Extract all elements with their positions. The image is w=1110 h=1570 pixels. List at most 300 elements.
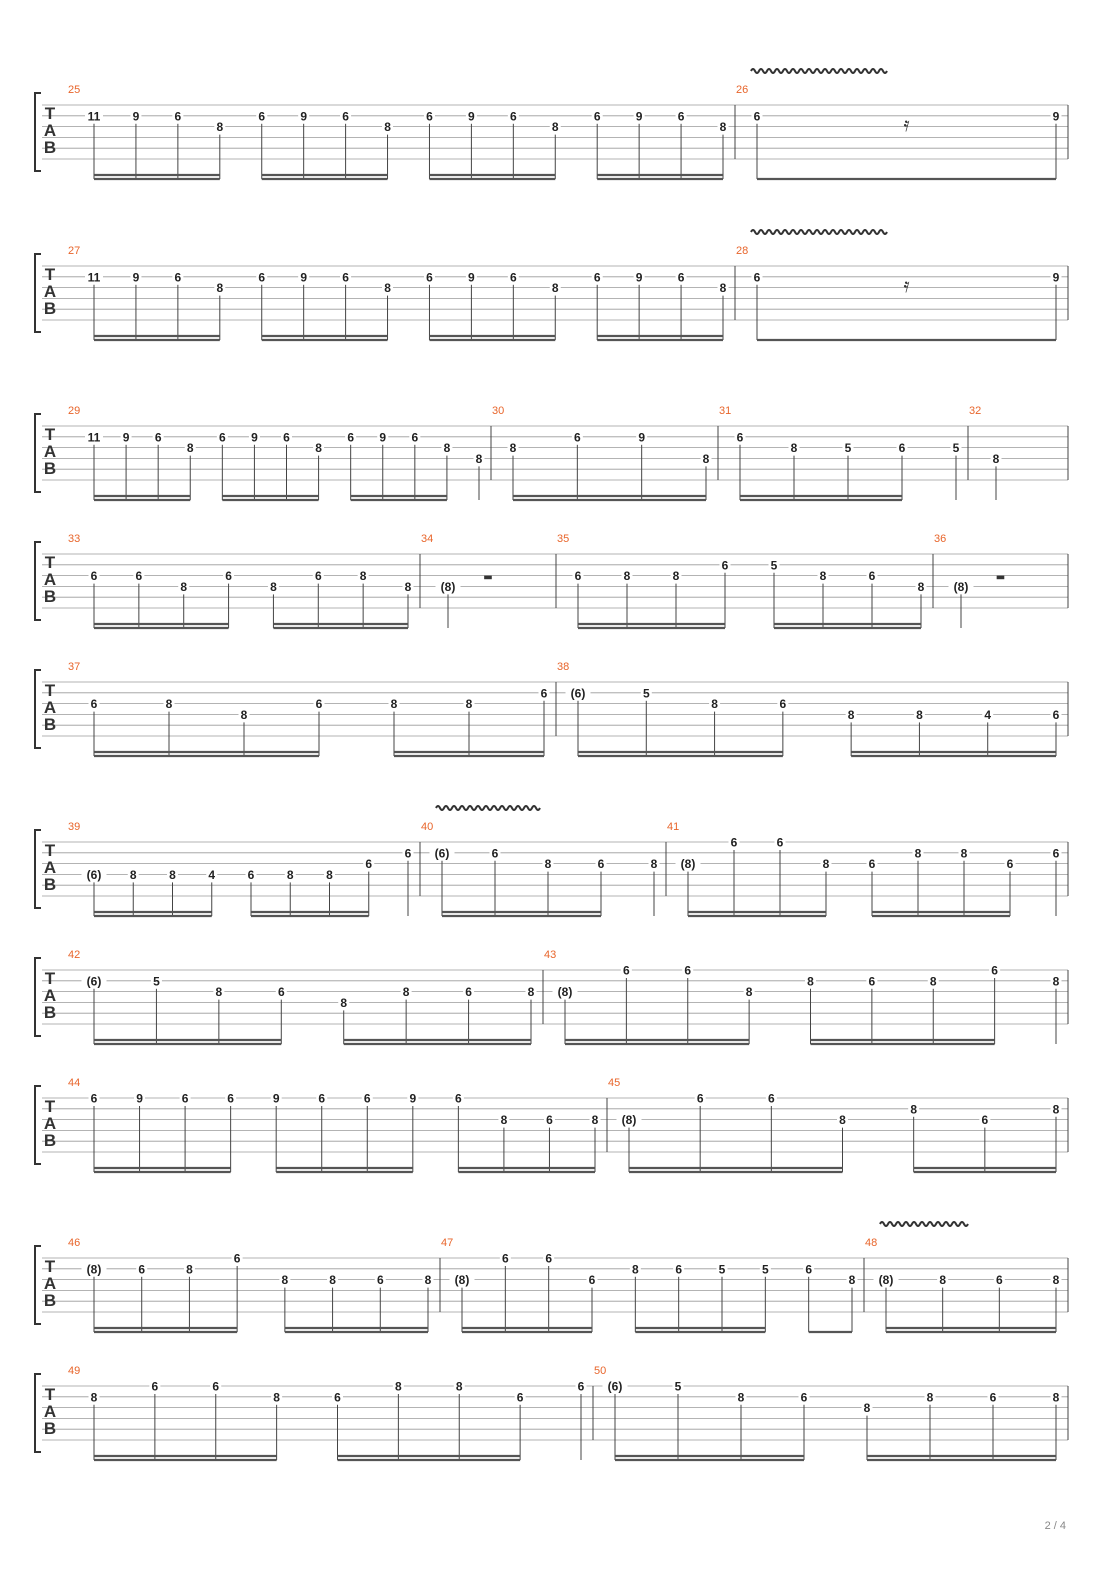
fret-number: 8 — [790, 441, 798, 456]
fret-number: 8 — [916, 707, 923, 722]
fret-number: 9 — [251, 430, 258, 445]
tab-clef-letter: B — [43, 875, 57, 894]
measure-number: 44 — [68, 1077, 81, 1089]
fret-number: 6 — [315, 697, 323, 712]
fret-number: 8 — [270, 579, 277, 594]
fret-number: 6 — [227, 1091, 234, 1106]
measure — [736, 69, 1068, 179]
fret-number: (8) — [680, 857, 696, 872]
fret-number: 6 — [151, 1379, 159, 1394]
measure-number: 39 — [68, 821, 81, 833]
fret-number: 6 — [509, 270, 517, 285]
system-bracket — [35, 830, 41, 908]
measure — [544, 949, 1068, 1044]
fret-number: 6 — [597, 857, 605, 872]
fret-number: 6 — [588, 1273, 596, 1288]
measure-number: 47 — [441, 1237, 454, 1249]
measure-number: 42 — [68, 949, 81, 961]
fret-number: 8 — [591, 1113, 599, 1128]
measure-number: 34 — [421, 533, 434, 545]
fret-number: 6 — [577, 1379, 585, 1394]
measure — [492, 405, 718, 500]
tab-system — [35, 806, 1068, 916]
tab-system — [35, 1365, 1068, 1460]
measure-number: 30 — [492, 405, 505, 417]
fret-number: 8 — [544, 857, 552, 872]
fret-number: 8 — [807, 974, 814, 989]
tab-clef-letter: B — [43, 1291, 57, 1310]
fret-number: 6 — [218, 430, 226, 445]
fret-number: 5 — [674, 1379, 682, 1394]
fret-number: 6 — [868, 569, 876, 584]
fret-number: 6 — [540, 686, 548, 701]
fret-number: 8 — [992, 451, 1000, 466]
fret-number: 8 — [215, 985, 223, 1000]
fret-number: 6 — [989, 1390, 997, 1405]
fret-number: 8 — [702, 451, 710, 466]
fret-number: 8 — [960, 846, 968, 861]
fret-number: 6 — [491, 846, 499, 861]
measure-number: 43 — [544, 949, 557, 961]
fret-number: 8 — [390, 697, 398, 712]
measure — [68, 661, 556, 756]
measure — [421, 806, 666, 916]
fret-number: 6 — [181, 1091, 189, 1106]
fret-number: 8 — [917, 579, 925, 594]
fret-number: 8 — [1052, 1102, 1060, 1117]
measure-number: 45 — [608, 1077, 621, 1089]
fret-number: 5 — [718, 1262, 726, 1277]
fret-number: 8 — [216, 281, 224, 296]
tab-clef-letter: B — [43, 299, 57, 318]
fret-number: 8 — [443, 441, 451, 456]
fret-number: 6 — [1006, 857, 1014, 872]
fret-number: 8 — [551, 281, 559, 296]
fret-number: 8 — [623, 569, 631, 584]
measure-number: 46 — [68, 1237, 81, 1249]
tab-clef-letter: A — [43, 121, 57, 140]
tab-clef-letter: A — [43, 986, 57, 1005]
fret-number: 11 — [87, 270, 101, 285]
fret-number: 6 — [455, 1091, 462, 1106]
fret-number: 6 — [465, 985, 472, 1000]
fret-number: 8 — [90, 1390, 98, 1405]
fret-number: 8 — [326, 867, 333, 882]
tab-clef-letter: B — [43, 1003, 57, 1022]
measure — [68, 84, 735, 179]
fret-number: 6 — [426, 109, 433, 124]
fret-number: 8 — [395, 1379, 402, 1394]
fret-number: 8 — [186, 1262, 193, 1277]
tab-clef-letter: A — [43, 1402, 57, 1421]
fret-number: 8 — [500, 1113, 508, 1128]
fret-number: (8) — [557, 985, 573, 1000]
tab-clef-letter: T — [44, 841, 56, 860]
tab-clef-letter: A — [43, 442, 57, 461]
measure-number: 50 — [594, 1365, 607, 1377]
fret-number: 5 — [770, 558, 778, 573]
fret-number: 6 — [677, 109, 685, 124]
tab-clef-letter: A — [43, 1114, 57, 1133]
fret-number: 11 — [87, 430, 101, 445]
fret-number: 8 — [672, 569, 680, 584]
fret-number: 6 — [233, 1251, 241, 1266]
fret-number: (6) — [570, 686, 586, 701]
fret-number: 6 — [138, 1262, 146, 1277]
tab-clef-letter: T — [44, 969, 56, 988]
tab-clef-letter: T — [44, 553, 56, 572]
fret-number: 8 — [631, 1262, 639, 1277]
fret-number: 6 — [277, 985, 285, 1000]
tab-clef-letter: B — [43, 459, 57, 478]
fret-number: 6 — [174, 109, 182, 124]
fret-number: 6 — [347, 430, 355, 445]
fret-number: 8 — [847, 707, 855, 722]
fret-number: 6 — [868, 857, 876, 872]
fret-number: 6 — [898, 441, 906, 456]
vibrato-mark — [880, 1222, 968, 1226]
fret-number: 6 — [501, 1251, 509, 1266]
fret-number: 9 — [638, 430, 646, 445]
fret-number: (8) — [440, 579, 456, 594]
fret-number: (8) — [621, 1113, 637, 1128]
tab-system — [35, 69, 1068, 179]
measure-number: 38 — [557, 661, 570, 673]
tab-system — [35, 230, 1068, 340]
fret-number: 8 — [939, 1273, 947, 1288]
fret-number: (8) — [86, 1262, 102, 1277]
fret-number: 6 — [247, 867, 255, 882]
measure-number: 31 — [719, 405, 732, 417]
measure-number: 33 — [68, 533, 81, 545]
fret-number: 8 — [424, 1273, 432, 1288]
fret-number: 8 — [1052, 1273, 1060, 1288]
tab-system — [35, 949, 1068, 1044]
fret-number: 6 — [342, 109, 349, 124]
fret-number: 8 — [914, 846, 922, 861]
system-bracket — [35, 542, 41, 620]
tab-system — [35, 405, 1068, 500]
fret-number: 6 — [154, 430, 162, 445]
fret-number: 8 — [929, 974, 937, 989]
fret-number: 8 — [329, 1273, 336, 1288]
fret-number: 8 — [1052, 974, 1060, 989]
tab-clef-letter: B — [43, 138, 57, 157]
fret-number: 9 — [132, 109, 140, 124]
fret-number: 8 — [216, 120, 224, 135]
fret-number: 8 — [186, 441, 194, 456]
fret-number: 6 — [135, 569, 143, 584]
fret-number: 9 — [132, 270, 140, 285]
tab-clef-letter: T — [44, 104, 56, 123]
tab-clef-letter: T — [44, 265, 56, 284]
fret-number: 8 — [650, 857, 658, 872]
measure-number: 49 — [68, 1365, 81, 1377]
fret-number: 8 — [129, 867, 137, 882]
fret-number: 6 — [90, 1091, 98, 1106]
fret-number: 6 — [593, 270, 601, 285]
tab-system — [35, 1077, 1068, 1172]
fret-number: 6 — [991, 963, 998, 978]
fret-number: 6 — [516, 1390, 524, 1405]
fret-number: 6 — [365, 857, 373, 872]
fret-number: 8 — [384, 120, 391, 135]
system-bracket — [35, 93, 41, 171]
tab-clef-letter: B — [43, 587, 57, 606]
fret-number: 6 — [800, 1390, 808, 1405]
fret-number: 5 — [952, 441, 960, 456]
fret-number: 6 — [314, 569, 322, 584]
fret-number: 6 — [1052, 846, 1060, 861]
fret-number: 6 — [426, 270, 433, 285]
fret-number: 6 — [684, 963, 692, 978]
measure — [68, 821, 420, 916]
fret-number: 8 — [165, 697, 173, 712]
measure-number: 48 — [865, 1237, 878, 1249]
system-bracket — [35, 254, 41, 332]
fret-number: 6 — [404, 846, 412, 861]
tab-system — [35, 533, 1068, 628]
fret-number: 8 — [926, 1390, 934, 1405]
fret-number: 6 — [675, 1262, 683, 1277]
measure-number: 29 — [68, 405, 81, 417]
measure — [557, 533, 933, 628]
measure-number: 28 — [736, 245, 749, 257]
system-bracket — [35, 414, 41, 492]
fret-number: 6 — [574, 569, 582, 584]
fret-number: 6 — [623, 963, 630, 978]
measure — [68, 405, 491, 500]
fret-number: 9 — [1052, 270, 1060, 285]
fret-number: 9 — [300, 109, 308, 124]
measure — [68, 533, 420, 628]
fret-number: 8 — [315, 441, 322, 456]
fret-number: 6 — [318, 1091, 326, 1106]
fret-number: 6 — [258, 109, 266, 124]
tab-clef-letter: A — [43, 570, 57, 589]
fret-number: 8 — [819, 569, 827, 584]
measure-number: 41 — [667, 821, 680, 833]
fret-number: (8) — [953, 579, 969, 594]
tab-clef-letter: A — [43, 282, 57, 301]
fret-number: 8 — [359, 569, 367, 584]
fret-number: 6 — [258, 270, 266, 285]
fret-number: 8 — [910, 1102, 918, 1117]
rest-symbol: ▬ — [995, 572, 1006, 583]
fret-number: 6 — [677, 270, 685, 285]
measure-number: 35 — [557, 533, 570, 545]
fret-number: 8 — [509, 441, 517, 456]
vibrato-mark — [751, 230, 887, 234]
fret-number: 5 — [153, 974, 160, 989]
fret-number: 6 — [545, 1251, 553, 1266]
fret-number: (8) — [878, 1273, 894, 1288]
measure — [68, 1077, 607, 1172]
tab-clef-letter: A — [43, 698, 57, 717]
fret-number: 6 — [730, 835, 738, 850]
fret-number: 8 — [863, 1401, 871, 1416]
fret-number: 6 — [90, 569, 98, 584]
measure-number: 26 — [736, 84, 749, 96]
fret-number: 9 — [468, 270, 475, 285]
tab-clef-letter: A — [43, 1274, 57, 1293]
fret-number: 8 — [719, 120, 727, 135]
fret-number: 6 — [776, 835, 784, 850]
fret-number: 6 — [753, 109, 761, 124]
system-bracket — [35, 670, 41, 748]
fret-number: 6 — [1052, 707, 1060, 722]
fret-number: 8 — [737, 1390, 745, 1405]
fret-number: (6) — [86, 867, 102, 882]
fret-number: 9 — [468, 109, 475, 124]
measure-number: 27 — [68, 245, 81, 257]
measure — [68, 1365, 593, 1460]
fret-number: 9 — [379, 430, 387, 445]
fret-number: (6) — [86, 974, 102, 989]
measure — [68, 245, 735, 340]
fret-number: 8 — [745, 985, 753, 1000]
fret-number: 5 — [761, 1262, 769, 1277]
fret-number: 6 — [283, 430, 290, 445]
tab-system — [35, 661, 1068, 756]
fret-number: 8 — [384, 281, 391, 296]
vibrato-mark — [436, 806, 540, 810]
fret-number: 9 — [300, 270, 308, 285]
page-number: 2 / 4 — [1044, 1520, 1066, 1532]
fret-number: 8 — [404, 579, 412, 594]
fret-number: 6 — [767, 1091, 775, 1106]
tab-clef-letter: B — [43, 1419, 57, 1438]
measure — [608, 1077, 1068, 1172]
fret-number: 8 — [455, 1379, 463, 1394]
fret-number: 6 — [981, 1113, 989, 1128]
measure-number: 37 — [68, 661, 81, 673]
measure-number: 40 — [421, 821, 434, 833]
fret-number: 6 — [546, 1113, 553, 1128]
measure — [736, 230, 1068, 340]
fret-number: 8 — [1052, 1390, 1060, 1405]
fret-number: 8 — [281, 1273, 289, 1288]
fret-number: (8) — [454, 1273, 470, 1288]
fret-number: 4 — [984, 707, 992, 722]
vibrato-mark — [751, 69, 887, 73]
fret-number: 8 — [402, 985, 410, 1000]
fret-number: 6 — [90, 697, 98, 712]
rest-symbol: 𝄿 — [903, 112, 910, 136]
fret-number: 9 — [635, 109, 643, 124]
measure-number: 32 — [969, 405, 982, 417]
measure — [68, 949, 543, 1044]
fret-number: 6 — [696, 1091, 704, 1106]
measure — [934, 533, 1068, 628]
fret-number: 6 — [573, 430, 581, 445]
fret-number: (6) — [434, 846, 450, 861]
tab-clef-letter: T — [44, 425, 56, 444]
tab-clef-letter: B — [43, 1131, 57, 1150]
measure — [865, 1222, 1068, 1332]
fret-number: 8 — [719, 281, 727, 296]
measure — [969, 405, 1068, 500]
fret-number: 6 — [868, 974, 876, 989]
measure — [719, 405, 968, 500]
measure — [421, 533, 556, 628]
fret-number: 9 — [409, 1091, 417, 1106]
tab-system — [35, 1222, 1068, 1332]
tab-clef-letter: T — [44, 681, 56, 700]
fret-number: 6 — [509, 109, 517, 124]
fret-number: 6 — [411, 430, 419, 445]
rest-symbol: 𝄿 — [903, 273, 910, 297]
fret-number: 8 — [822, 857, 830, 872]
fret-number: 8 — [711, 697, 718, 712]
fret-number: (6) — [607, 1379, 623, 1394]
fret-number: 8 — [527, 985, 535, 1000]
fret-number: 6 — [212, 1379, 220, 1394]
fret-number: 4 — [208, 867, 216, 882]
fret-number: 9 — [1052, 109, 1060, 124]
measure-number: 36 — [934, 533, 947, 545]
system-bracket — [35, 1246, 41, 1324]
fret-number: 8 — [180, 579, 188, 594]
tab-clef-letter: T — [44, 1097, 56, 1116]
fret-number: 6 — [736, 430, 744, 445]
measure — [594, 1365, 1068, 1460]
tab-clef-letter: T — [44, 1385, 56, 1404]
fret-number: 8 — [465, 697, 473, 712]
fret-number: 6 — [363, 1091, 371, 1106]
fret-number: 9 — [635, 270, 643, 285]
tab-clef-letter: B — [43, 715, 57, 734]
fret-number: 6 — [225, 569, 232, 584]
fret-number: 6 — [376, 1273, 384, 1288]
system-bracket — [35, 1086, 41, 1164]
fret-number: 6 — [174, 270, 182, 285]
fret-number: 11 — [87, 109, 101, 124]
fret-number: 6 — [805, 1262, 813, 1277]
fret-number: 8 — [848, 1273, 856, 1288]
fret-number: 8 — [839, 1113, 846, 1128]
fret-number: 6 — [995, 1273, 1003, 1288]
measure-number: 25 — [68, 84, 81, 96]
tab-clef-letter: A — [43, 858, 57, 877]
fret-number: 6 — [342, 270, 349, 285]
measure — [441, 1237, 864, 1332]
fret-number: 9 — [272, 1091, 280, 1106]
measure — [557, 661, 1068, 756]
fret-number: 8 — [475, 451, 483, 466]
fret-number: 9 — [136, 1091, 143, 1106]
fret-number: 9 — [122, 430, 130, 445]
fret-number: 5 — [844, 441, 852, 456]
fret-number: 6 — [753, 270, 761, 285]
system-bracket — [35, 1374, 41, 1452]
fret-number: 8 — [286, 867, 294, 882]
system-bracket — [35, 958, 41, 1036]
rest-symbol: ▬ — [483, 572, 493, 583]
fret-number: 6 — [334, 1390, 341, 1405]
fret-number: 6 — [593, 109, 601, 124]
fret-number: 8 — [551, 120, 559, 135]
fret-number: 8 — [340, 995, 348, 1010]
fret-number: 6 — [721, 558, 729, 573]
measure — [68, 1237, 440, 1332]
fret-number: 8 — [273, 1390, 280, 1405]
tab-clef-letter: T — [44, 1257, 56, 1276]
fret-number: 8 — [240, 707, 248, 722]
fret-number: 5 — [642, 686, 650, 701]
measure — [667, 821, 1068, 916]
fret-number: 6 — [779, 697, 787, 712]
